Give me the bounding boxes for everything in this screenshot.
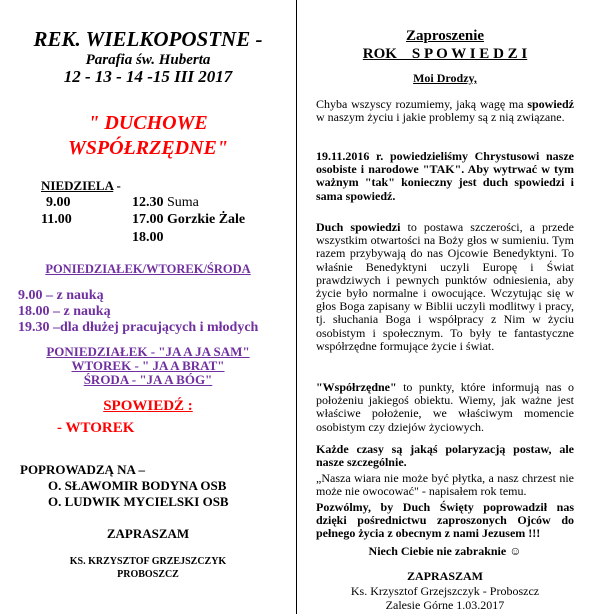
topic-monday: PONIEDZIAŁEK - "JA A JA SAM" <box>46 344 250 359</box>
year-of-confession-heading: ROK S P O W I E D Z I <box>362 46 528 62</box>
topic-wednesday: ŚRODA - "JA A BÓG" <box>83 372 213 387</box>
confession-heading: SPOWIEDŹ : <box>103 398 193 414</box>
paragraph-2: 19.11.2016 r. powiedzieliśmy Chrystusowi nasze osobiste i narodowe "TAK". Aby wytrwać w tym ważnym "tak" konieczny jest duch spowiedzi i sama spowiedź. <box>316 149 574 203</box>
sunday-mass-3: 18.00 <box>132 230 164 245</box>
invite-text: ZAPRASZAM <box>106 526 190 541</box>
invite-text-right: ZAPRASZAM <box>406 569 483 583</box>
parish-name: Parafia św. Huberta <box>85 52 211 68</box>
weekday-time-2: 18.00 – z nauką <box>18 304 111 319</box>
paragraph-3: Duch spowiedzi to postawa szczerości, a przede wszystkim otwartości na Boży głos w sumieniu. Tym razem przybywają do nas Ojcowie Benedyktyni. To właśnie Benedyktyni uczyli Europę i Świat prawdziwych i pewnych punktów odniesienia, aby życie było normalne i owocujące. Wczytując się w głos Boga zapisany w Biblii uczyli modlitwy i pracy, tj. słuchania Boga i współpracy z Nim w życiu osobistym i społecznym. To były te fantastyczne współrzędne formujące życie i świat. <box>316 220 575 353</box>
leaders-heading: POPROWADZĄ NA – <box>20 462 145 477</box>
paragraph-5: Każde czasy są jakąś polaryzacją postaw, ale nasze szczególnie. <box>316 442 574 470</box>
retreat-title: REK. WIELKOPOSTNE - <box>33 27 263 51</box>
retreat-dates: 12 - 13 - 14 -15 III 2017 <box>63 67 233 86</box>
greeting: Moi Drodzy, <box>413 71 477 85</box>
confession-day: - WTOREK <box>57 420 135 436</box>
signature-right: Ks. Krzysztof Grzejszczyk - Proboszcz <box>350 584 540 598</box>
right-column <box>297 0 593 614</box>
paragraph-7: Pozwólmy, by Duch Święty poprowadził nas dzięki pośrednictwu zaproszonych Ojców do pełnego życia z obecnym z nami Jezusem !!! <box>316 500 574 541</box>
invitation-heading: Zaproszenie <box>405 28 485 44</box>
theme-line-1: " DUCHOWE <box>88 112 208 134</box>
topic-tuesday: WTOREK - " JA A BRAT" <box>71 358 225 373</box>
leader-1: O. SŁAWOMIR BODYNA OSB <box>48 478 227 493</box>
signature-title: PROBOSZCZ <box>117 569 179 580</box>
paragraph-1: Chyba wszyscy rozumiemy, jaką wagę ma spowiedź w naszym życiu i jakie problemy są z nią związane. <box>316 97 574 125</box>
signature-name: KS. KRZYSZTOF GRZEJSZCZYK <box>69 556 227 567</box>
weekday-time-1: 9.00 – z nauką <box>18 288 104 303</box>
left-column <box>0 0 296 614</box>
place-date: Zalesie Górne 1.03.2017 <box>385 598 505 612</box>
theme-line-2: WSPÓŁRZĘDNE" <box>67 137 228 159</box>
weekday-time-3: 19.30 –dla dłużej pracujących i młodych <box>18 320 259 335</box>
sunday-time-1: 9.00 <box>46 195 71 210</box>
leader-2: O. LUDWIK MYCIELSKI OSB <box>48 494 229 509</box>
closing-line: Niech Ciebie nie zabraknie ☺ <box>368 544 522 558</box>
sunday-time-2: 11.00 <box>41 212 72 227</box>
paragraph-6: „Nasza wiara nie może być płytka, a nasz chrzest nie może nie owocować" - napisałem rok temu. <box>316 471 574 499</box>
sunday-heading: NIEDZIELA - <box>41 178 121 193</box>
paragraph-4: "Współrzędne" to punkty, które informują nas o położeniu jakiegoś obiektu. Wiemy, jak ważne jest właściwe położenie, we właściwym momencie osobistym czy dziejów życiowych. <box>316 380 574 434</box>
weekdays-heading: PONIEDZIAŁEK/WTOREK/ŚRODA <box>45 262 251 276</box>
sunday-mass-2: 17.00 Gorzkie Żale <box>132 212 246 227</box>
sunday-mass-1: 12.30 Suma <box>132 195 199 210</box>
